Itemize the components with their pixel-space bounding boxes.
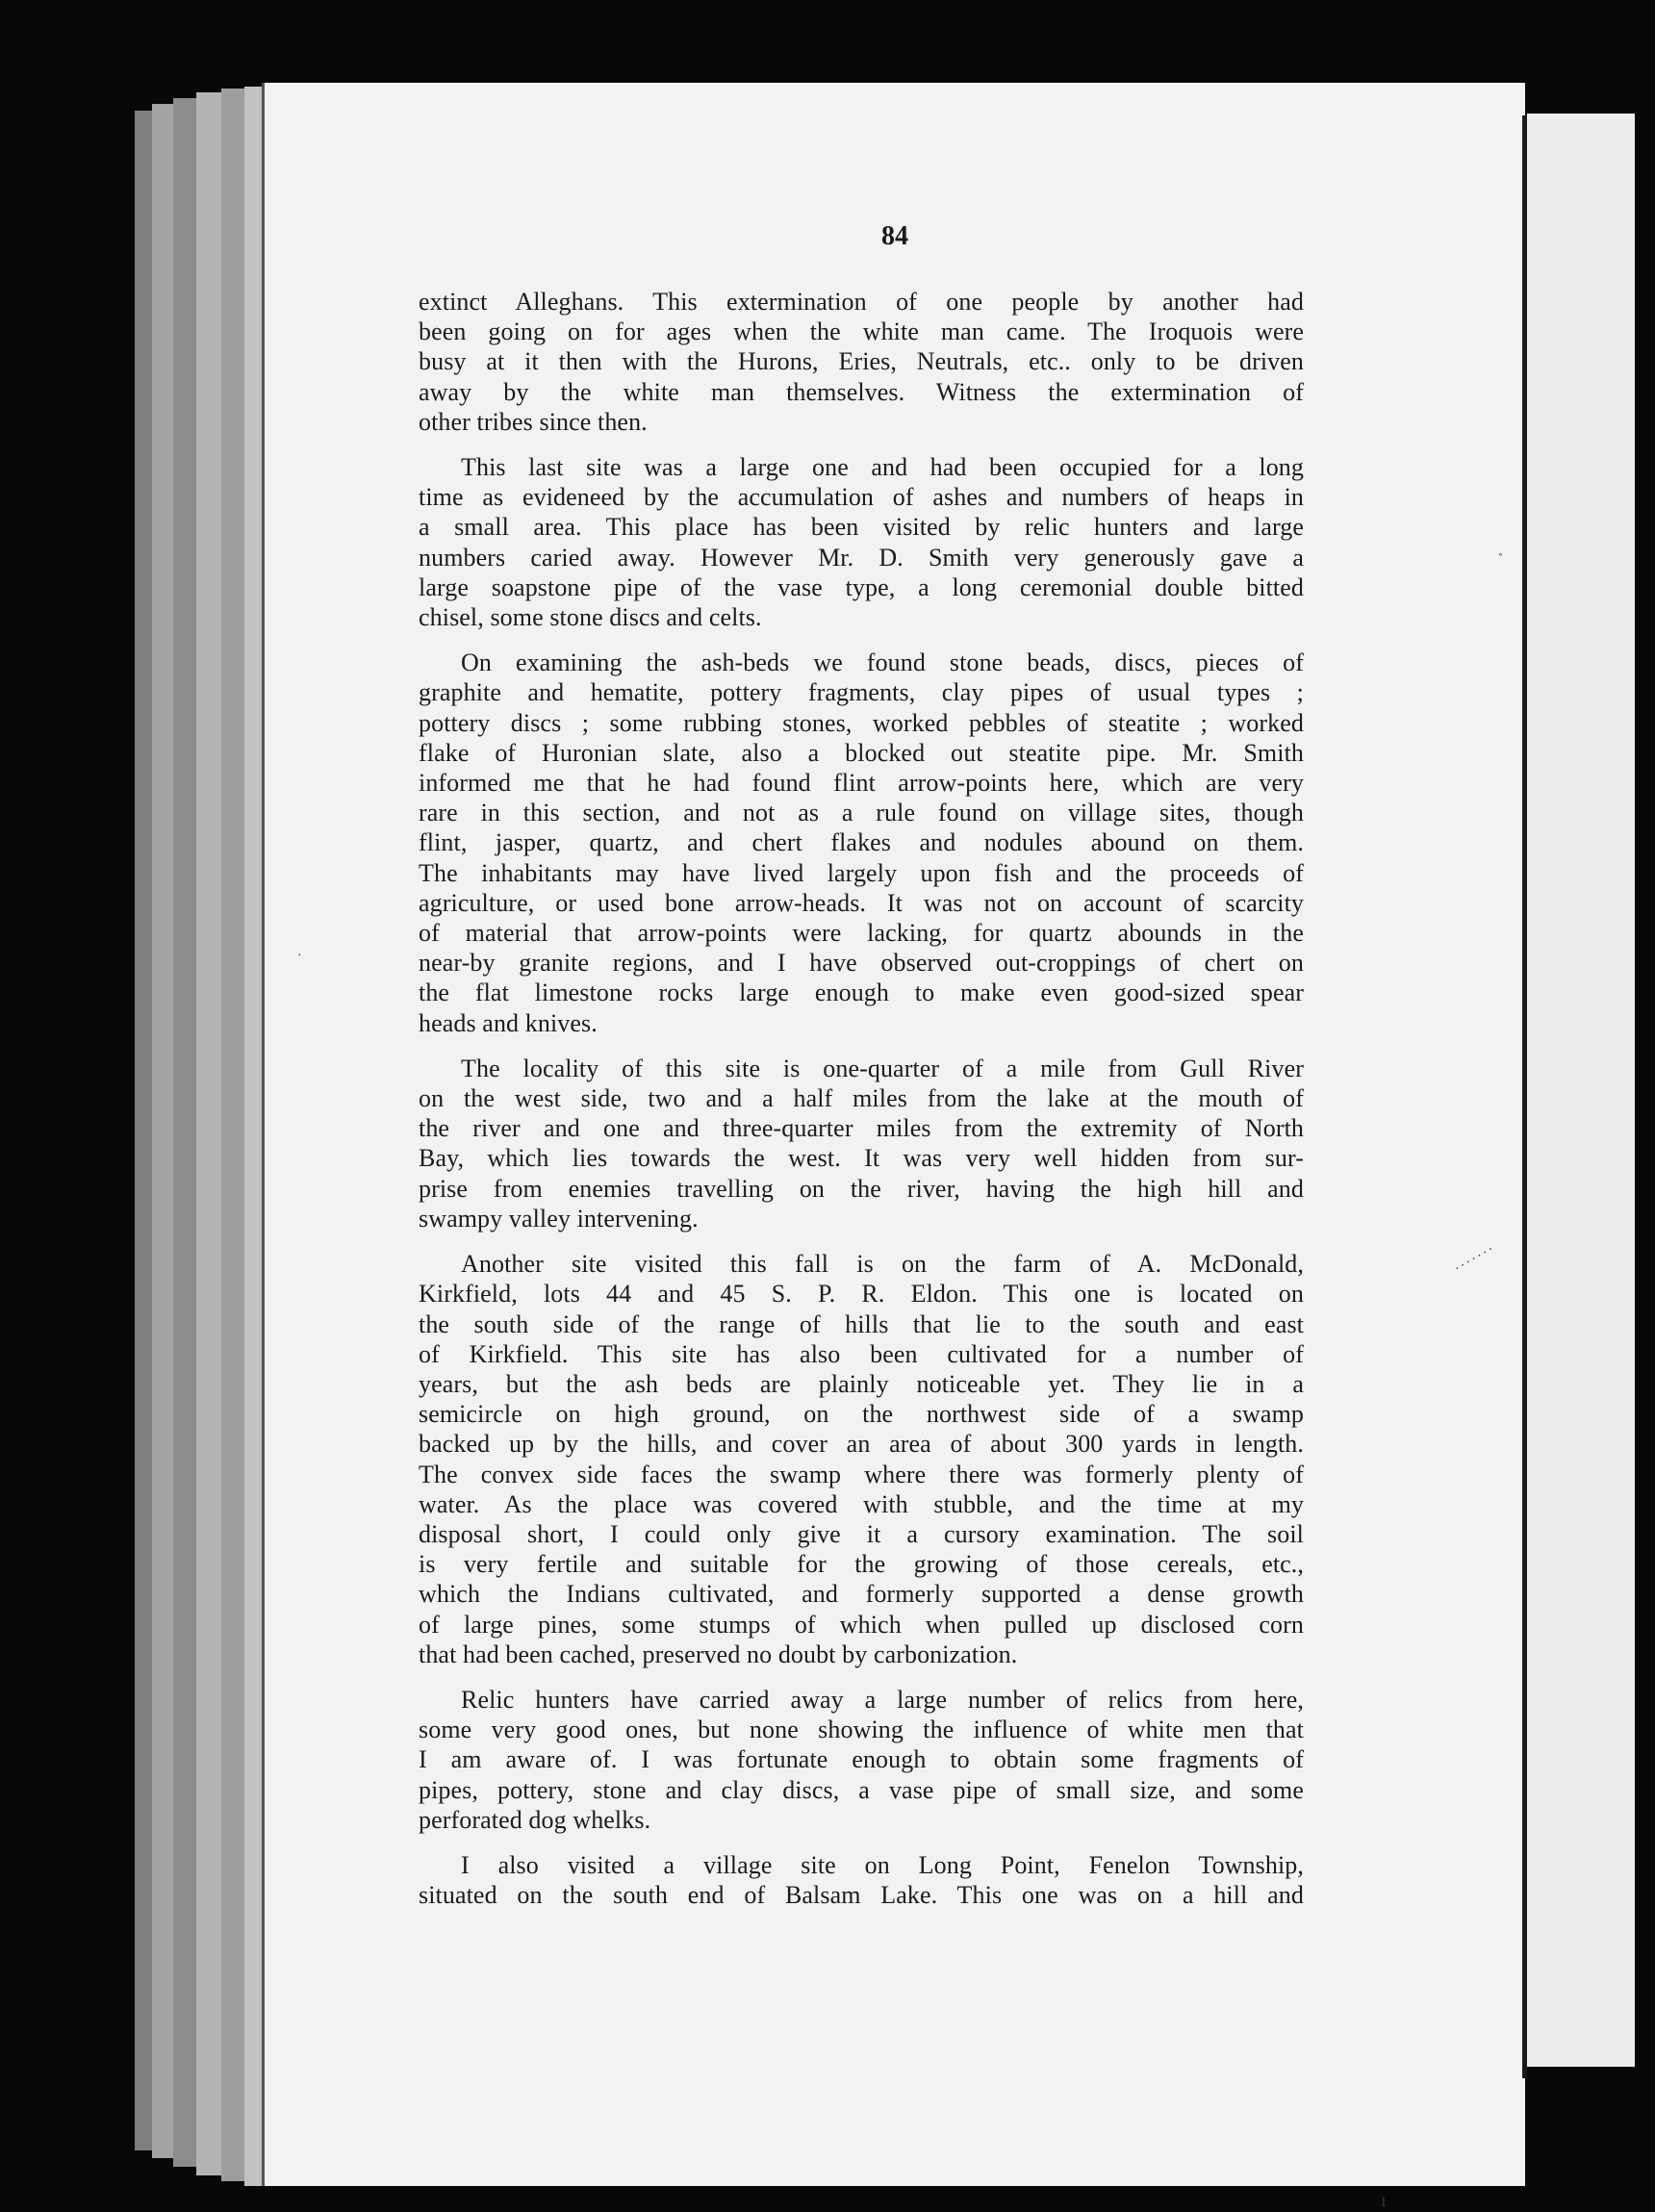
scan-speck: · — [297, 949, 302, 963]
text-line: near-by granite regions, and I have observed out-croppings of chert on — [419, 949, 1304, 978]
text-line: Kirkfield, lots 44 and 45 S. P. R. Eldon. This one is located on — [419, 1280, 1304, 1309]
text-line: the south side of the range of hills that lie to the south and east — [419, 1309, 1304, 1338]
text-line: disposal short, I could only give it a cursory examination. The soil — [419, 1519, 1304, 1548]
text-line: the flat limestone rocks large enough to make even good-sized spear — [419, 979, 1304, 1007]
text-line: numbers caried away. However Mr. D. Smith very generously gave a — [419, 543, 1304, 572]
text-line: pipes, pottery, stone and clay discs, a vase pipe of small size, and some — [419, 1775, 1304, 1804]
text-line: on the west side, two and a half miles from the lake at the mouth of — [419, 1084, 1304, 1113]
book-page — [262, 83, 1525, 2211]
scan-speck: ı — [1381, 2190, 1387, 2211]
paragraph — [419, 1850, 1304, 1910]
text-line: busy at it then with the Hurons, Eries, Neutrals, etc.. only to be driven — [419, 347, 1304, 376]
text-line: I am aware of. I was fortunate enough to obtain some fragments of — [419, 1745, 1304, 1774]
text-line: backed up by the hills, and cover an area of about 300 yards in length. — [419, 1430, 1304, 1459]
text-line: prise from enemies travelling on the river, having the high hill and — [419, 1174, 1304, 1203]
text-line: is very fertile and suitable for the growing of those cereals, etc., — [419, 1550, 1304, 1579]
text-line: time as evideneed by the accumulation of ashes and numbers of heaps in — [419, 483, 1304, 512]
text-line: agriculture, or used bone arrow-heads. It was not on account of scarcity — [419, 888, 1304, 917]
text-line: of large pines, some stumps of which when pulled up disclosed corn — [419, 1610, 1304, 1639]
text-line: perforated dog whelks. — [419, 1805, 651, 1834]
text-line: some very good ones, but none showing the influence of white men that — [419, 1716, 1304, 1744]
text-line: of Kirkfield. This site has also been cultivated for a number of — [419, 1339, 1304, 1368]
paragraph — [419, 648, 1304, 1038]
scan-speck: ˚ — [1498, 552, 1503, 567]
paragraph — [419, 1249, 1304, 1669]
page-edge — [173, 98, 196, 2167]
text-line: extinct Alleghans. This extermination of one people by another had — [419, 288, 1304, 316]
text-line: of material that arrow-points were lacking, for quartz abounds in the — [419, 919, 1304, 948]
text-line: flint, jasper, quartz, and chert flakes and nodules abound on them. — [419, 828, 1304, 857]
page-number: 84 — [881, 221, 908, 251]
page-edge — [196, 92, 221, 2175]
text-line: rare in this section, and not as a rule found on village sites, though — [419, 799, 1304, 827]
text-line: heads and knives. — [419, 1008, 598, 1037]
text-line: The convex side faces the swamp where there was formerly plenty of — [419, 1460, 1304, 1488]
text-line: The locality of this site is one-quarter of a mile from Gull River — [461, 1054, 1304, 1082]
text-line: water. As the place was covered with stubble, and the time at my — [419, 1489, 1304, 1518]
paragraph — [419, 452, 1304, 632]
text-line: that had been cached, preserved no doubt by carbonization. — [419, 1640, 1018, 1668]
text-line: graphite and hematite, pottery fragments, clay pipes of usual types ; — [419, 678, 1304, 707]
text-line: situated on the south end of Balsam Lake. This one was on a hill and — [419, 1881, 1304, 1910]
page-edge — [244, 87, 264, 2186]
text-line: I also visited a village site on Long Point, Fenelon Township, — [461, 1850, 1304, 1879]
text-line: years, but the ash beds are plainly noticeable yet. They lie in a — [419, 1369, 1304, 1398]
facing-page-edge — [1527, 114, 1635, 2067]
body-text — [419, 287, 1304, 1925]
text-line: which the Indians cultivated, and formerly supported a dense growth — [419, 1580, 1304, 1609]
paragraph — [419, 1054, 1304, 1233]
text-line: flake of Huronian slate, also a blocked out steatite pipe. Mr. Smith — [419, 738, 1304, 767]
text-line: semicircle on high ground, on the northwest side of a swamp — [419, 1400, 1304, 1429]
text-line: The inhabitants may have lived largely upon fish and the proceeds of — [419, 858, 1304, 887]
text-line: On examining the ash-beds we found stone beads, discs, pieces of — [461, 648, 1304, 677]
text-line: a small area. This place has been visited by relic hunters and large — [419, 513, 1304, 542]
paragraph — [419, 287, 1304, 437]
page-edge — [152, 104, 173, 2158]
text-line: swampy valley intervening. — [419, 1204, 699, 1233]
page-edge — [135, 111, 152, 2150]
text-line: away by the white man themselves. Witness the extermination of — [419, 377, 1304, 406]
text-line: large soapstone pipe of the vase type, a long ceremonial double bitted — [419, 572, 1304, 601]
scan-speck: ······· — [1452, 1241, 1499, 1277]
text-line: the river and one and three-quarter miles from the extremity of North — [419, 1114, 1304, 1143]
page-edge — [221, 89, 244, 2181]
text-line: Another site visited this fall is on the farm of A. McDonald, — [461, 1250, 1304, 1279]
text-line: been going on for ages when the white man came. The Iroquois were — [419, 318, 1304, 346]
text-line: pottery discs ; some rubbing stones, worked pebbles of steatite ; worked — [419, 708, 1304, 737]
text-line: other tribes since then. — [419, 407, 648, 436]
text-line: Relic hunters have carried away a large number of relics from here, — [461, 1685, 1304, 1714]
text-line: chisel, some stone discs and celts. — [419, 603, 762, 632]
text-line: This last site was a large one and had been occupied for a long — [461, 453, 1304, 482]
text-line: Bay, which lies towards the west. It was very well hidden from sur- — [419, 1144, 1304, 1173]
paragraph — [419, 1685, 1304, 1835]
text-line: informed me that he had found flint arrow-points here, which are very — [419, 769, 1304, 798]
